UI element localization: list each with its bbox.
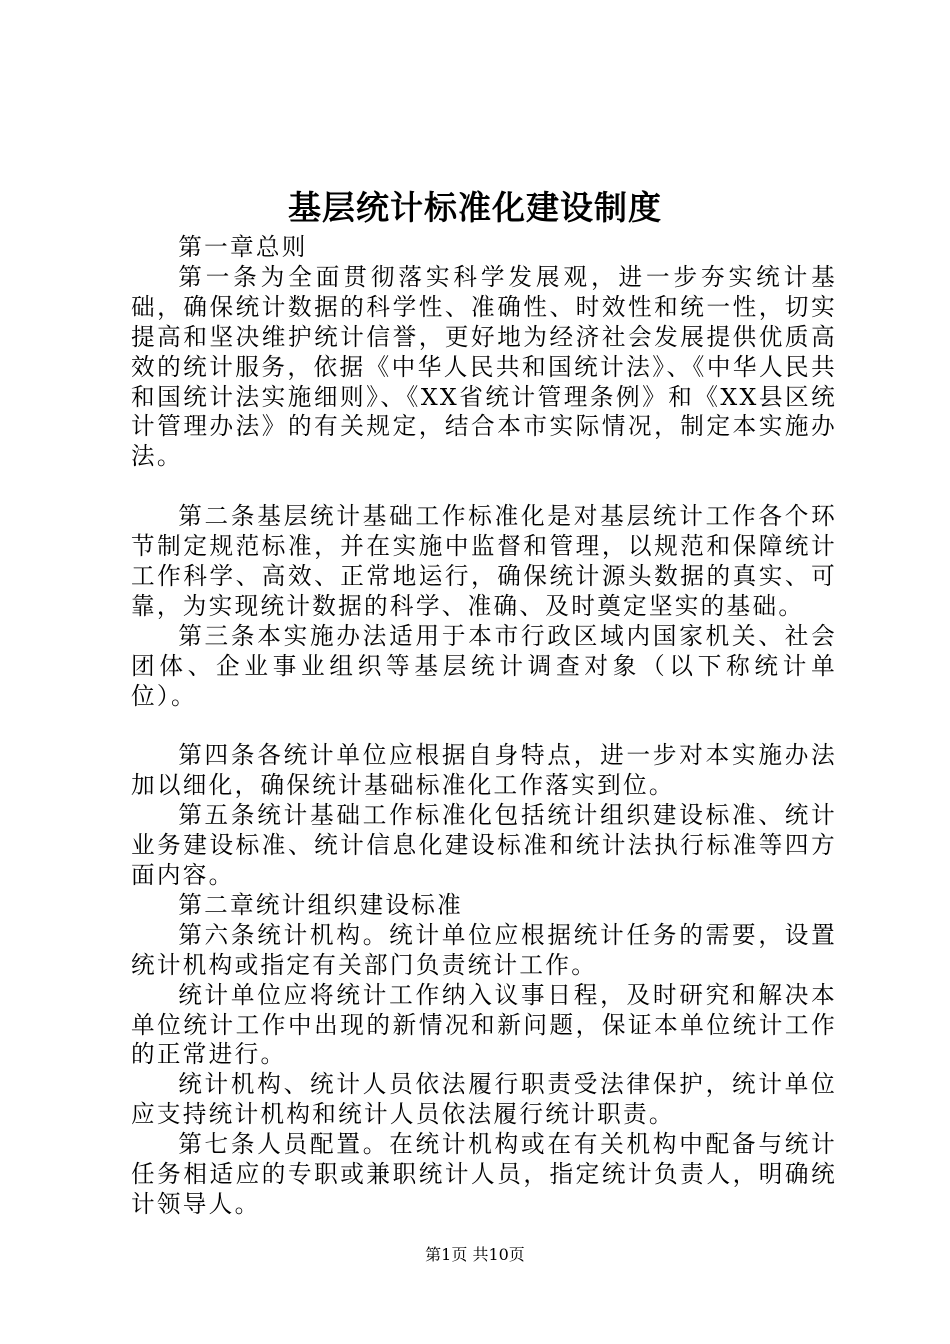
article-paragraph: 第三条本实施办法适用于本市行政区域内国家机关、社会团体、企业事业组织等基层统计调查对象（以下称统计单位）。 bbox=[131, 621, 837, 710]
document-title: 基层统计标准化建设制度 bbox=[288, 188, 662, 227]
article-paragraph: 第六条统计机构。统计单位应根据统计任务的需要，设置统计机构或指定有关部门负责统计工作。 bbox=[131, 920, 837, 979]
article-paragraph: 统计单位应将统计工作纳入议事日程，及时研究和解决本单位统计工作中出现的新情况和新问题，保证本单位统计工作的正常进行。 bbox=[131, 980, 837, 1069]
document-body bbox=[131, 233, 837, 1220]
article-paragraph: 第五条统计基础工作标准化包括统计组织建设标准、统计业务建设标准、统计信息化建设标准和统计法执行标准等四方面内容。 bbox=[131, 801, 837, 889]
article-paragraph: 第一条为全面贯彻落实科学发展观，进一步夯实统计基础，确保统计数据的科学性、准确性、时效性和统一性，切实提高和坚决维护统计信誉，更好地为经济社会发展提供优质高效的统计服务，依据《中华人民共和国统计法》、《中华人民共和国统计法实施细则》、《XX省统计管理条例》和《XX县区统计管理办法》的有关规定，结合本市实际情况，制定本实施办法。 bbox=[131, 262, 837, 471]
chapter-heading: 第一章总则 bbox=[178, 233, 308, 261]
chapter-heading: 第二章统计组织建设标准 bbox=[178, 890, 464, 919]
article-paragraph: 第二条基层统计基础工作标准化是对基层统计工作各个环节制定规范标准，并在实施中监督和管理，以规范和保障统计工作科学、高效、正常地运行，确保统计源头数据的真实、可靠，为实现统计数据的科学、准确、及时奠定坚实的基础。 bbox=[131, 502, 837, 620]
page-number-footer: 第1页 共10页 bbox=[425, 1245, 525, 1264]
article-paragraph: 第七条人员配置。在统计机构或在有关机构中配备与统计任务相适应的专职或兼职统计人员，指定统计负责人，明确统计领导人。 bbox=[131, 1130, 837, 1218]
article-paragraph: 第四条各统计单位应根据自身特点，进一步对本实施办法加以细化，确保统计基础标准化工作落实到位。 bbox=[131, 741, 837, 800]
article-paragraph: 统计机构、统计人员依法履行职责受法律保护，统计单位应支持统计机构和统计人员依法履行统计职责。 bbox=[131, 1070, 837, 1129]
